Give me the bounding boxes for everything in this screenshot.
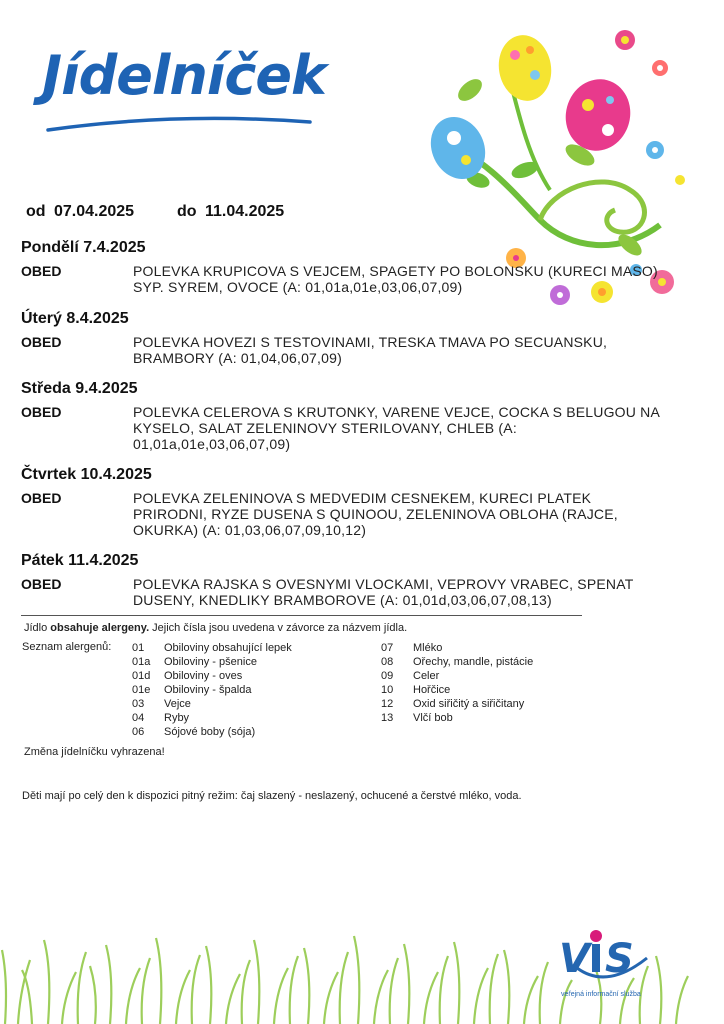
allergen-code: 12 xyxy=(381,698,394,710)
meal-label: OBED xyxy=(21,404,62,420)
allergen-code: 01e xyxy=(132,684,151,696)
allergen-code: 10 xyxy=(381,684,394,696)
allergen-name: Sójové boby (sója) xyxy=(164,726,256,738)
allergen-item xyxy=(132,641,292,655)
day-tuesday xyxy=(21,310,661,366)
meal-label: OBED xyxy=(21,263,62,279)
allergen-code: 04 xyxy=(132,712,145,724)
allergen-list-label: Seznam alergenů: xyxy=(22,641,112,653)
day-thursday xyxy=(21,466,661,538)
allergen-code: 07 xyxy=(381,642,394,654)
allergen-code: 01d xyxy=(132,670,151,682)
meal-text: POLEVKA RAJSKA S OVESNYMI VLOCKAMI, VEPROVY VRABEC, SPENAT DUSENY, KNEDLIKY BRAMBOROVE (A: 01,01d,03,06,07,08,13) xyxy=(133,576,634,608)
allergen-name: Mléko xyxy=(413,642,443,654)
allergen-item xyxy=(132,655,292,669)
allergen-name: Obiloviny obsahující lepek xyxy=(164,642,292,654)
vis-logo-subtitle: veřejná informační služba xyxy=(561,991,641,998)
meal-label: OBED xyxy=(21,576,62,592)
title-underline-swoosh xyxy=(44,108,314,134)
allergen-name: Celer xyxy=(413,670,440,682)
allergen-item xyxy=(132,683,292,697)
separator-line xyxy=(21,615,582,616)
meal-lunch xyxy=(21,404,661,452)
allergen-name: Vlčí bob xyxy=(413,712,453,724)
day-title: Úterý 8.4.2025 xyxy=(21,310,129,327)
allergen-code: 01a xyxy=(132,656,151,668)
allergen-name: Oxid siřičitý a siřičitany xyxy=(413,698,525,710)
allergen-item xyxy=(381,697,533,711)
page-title: Jídelníček xyxy=(42,44,326,107)
day-monday xyxy=(21,239,661,295)
allergen-name: Obiloviny - špalda xyxy=(164,684,252,696)
allergen-name: Ryby xyxy=(164,712,190,724)
meal-label: OBED xyxy=(21,334,62,350)
period-from-label: od xyxy=(26,203,46,220)
day-title: Čtvrtek 10.4.2025 xyxy=(21,466,152,483)
allergen-code: 01 xyxy=(132,642,145,654)
vis-logo-mark xyxy=(557,928,661,998)
allergen-code: 09 xyxy=(381,670,394,682)
allergen-list-column-1 xyxy=(132,641,292,739)
meal-text: POLEVKA CELEROVA S KRUTONKY, VARENE VEJCE, COCKA S BELUGOU NA KYSELO, SALAT ZELENINOVY STERILOVANY, CHLEB (A: 01,01a,01e,03,06,07,09) xyxy=(133,404,660,452)
allergen-note-prefix: Jídlo xyxy=(24,622,51,634)
vis-logo xyxy=(557,928,661,998)
allergen-name: Hořčice xyxy=(413,684,451,696)
meal-lunch xyxy=(21,334,661,366)
allergen-item xyxy=(381,655,533,669)
change-reserved-note: Změna jídelníčku vyhrazena! xyxy=(24,746,165,758)
allergen-item xyxy=(381,641,533,655)
allergen-item xyxy=(381,669,533,683)
svg-text:S: S xyxy=(605,936,634,982)
meal-lunch xyxy=(21,490,661,538)
allergen-name: Ořechy, mandle, pistácie xyxy=(413,656,534,668)
meal-text: POLEVKA HOVEZI S TESTOVINAMI, TRESKA TMAVA PO SECUANSKU, BRAMBORY (A: 01,04,06,07,09) xyxy=(133,334,608,366)
allergen-code: 08 xyxy=(381,656,394,668)
drinking-regime-note: Děti mají po celý den k dispozici pitný režim: čaj slazený - neslazený, ochucené a čerstvé mléko, voda. xyxy=(22,790,522,802)
allergen-item xyxy=(381,683,533,697)
day-title: Pátek 11.4.2025 xyxy=(21,552,139,569)
allergen-code: 03 xyxy=(132,698,145,710)
allergen-code: 06 xyxy=(132,726,145,738)
period-to-date: 11.04.2025 xyxy=(204,203,285,220)
day-title: Pondělí 7.4.2025 xyxy=(21,239,146,256)
allergen-note xyxy=(24,622,407,634)
allergen-name: Obiloviny - oves xyxy=(164,670,243,682)
day-title: Středa 9.4.2025 xyxy=(21,380,138,397)
allergen-name: Vejce xyxy=(164,698,191,710)
meal-label: OBED xyxy=(21,490,62,506)
allergen-item xyxy=(132,697,292,711)
allergen-item xyxy=(132,669,292,683)
allergen-code: 13 xyxy=(381,712,394,724)
allergen-note-suffix: Jejich čísla jsou uvedena v závorce za názvem jídla. xyxy=(149,622,408,634)
meal-text: POLEVKA ZELENINOVA S MEDVEDIM CESNEKEM, KURECI PLATEK PRIRODNI, RYZE DUSENA S QUINOOU, ZELENINOVA OBLOHA (RAJCE, OKURKA) (A: 01,03,06,07,09,10,12) xyxy=(133,490,618,538)
allergen-item xyxy=(132,725,292,739)
menu-period xyxy=(26,203,288,221)
meal-text: POLEVKA KRUPICOVA S VEJCEM, SPAGETY PO BOLONSKU (KURECI MASO) SYP. SYREM, OVOCE (A: 01,01a,01e,03,06,07,09) xyxy=(133,263,658,295)
period-to-label: do xyxy=(176,203,197,220)
meal-lunch xyxy=(21,576,661,608)
meal-lunch xyxy=(21,263,661,295)
allergen-name: Obiloviny - pšenice xyxy=(164,656,257,668)
allergen-note-bold: obsahuje alergeny. xyxy=(50,622,150,634)
svg-text:V: V xyxy=(559,936,590,982)
allergen-list-column-2 xyxy=(381,641,533,725)
day-wednesday xyxy=(21,380,661,452)
allergen-item xyxy=(132,711,292,725)
allergen-item xyxy=(381,711,533,725)
period-from-date: 07.04.2025 xyxy=(54,203,135,220)
day-friday xyxy=(21,552,661,608)
